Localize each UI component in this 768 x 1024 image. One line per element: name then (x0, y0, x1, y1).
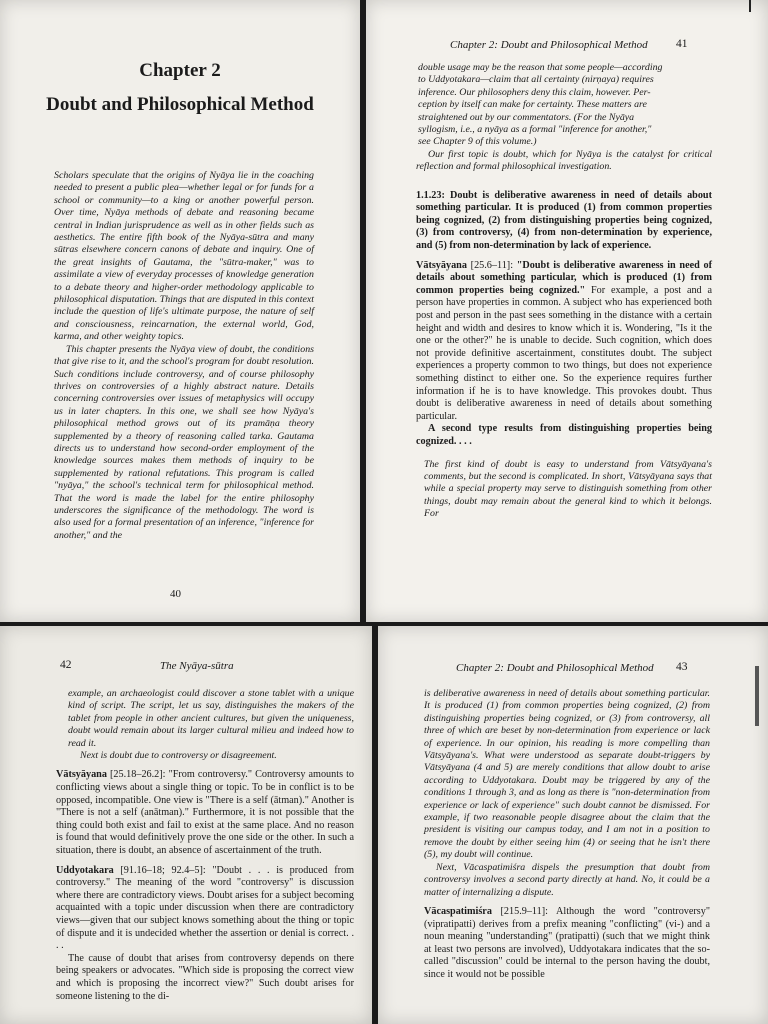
next-doubt-line: Next is doubt due to controversy or disagreement. (80, 750, 277, 762)
vatsyayana-controversy: Vātsyāyana [25.18–26.2]: "From controversy." Controversy amounts to conflicting views about a single thing or topic. To be in conflict is to be opposed, incompatible. One view is "There is a self (ātman)." Another is "There is not a self (anātman)." Furthermore, it is not possible that the thing could both exist and fail to exist at the same place. And no reason is found that would definitively prove the one side or the other. In such a situation, there is doubt, an absence of ascertainment of the truth. (56, 769, 355, 856)
page-42-text (56, 688, 354, 1003)
page-40-text (54, 170, 314, 542)
editor-commentary: The first kind of doubt is easy to understand from Vātsyāyana's comments, but the second is complicated. In short, Vātsyāyana says that while a special property may serve to distinguish something from other things, doubt may remain about the general kind to which it belongs. For (424, 458, 712, 520)
uddyotakara-reading: is deliberative awareness in need of details about something particular. It is produced (1) from common properties being cognized, (2) from distinguishing properties being cognized, or (3) from controversy, all three of which are beset by non-determination from experience or lack of experience. In our opinion, his reading is more compelling than Vātsyāyana's. What were understood as separate doubt-triggers by Vātsyāyana (4 and 5) are merely conditions that allow doubt to arise according to Uddyotakara. Doubt may be triggered by any of the conditions 1 through 3, and as long as there is "non-determination from experience or lack of experience" such doubt cannot be dismissed. For example, if two reasonable people disagree about the claim that the president is visiting our campus today, and I am not in a position to remove the doubt by either seeing him (4) or seeing that he isn't there (5), my doubt will continue. (424, 688, 710, 861)
page-41 (366, 0, 768, 622)
page-number: 40 (170, 588, 181, 600)
next-vacaspati-line: Next, Vācaspatimiśra dispels the presumption that doubt from controversy involves a second party directly at hand. No, it could be a matter of internalizing a dispute. (424, 861, 710, 898)
page-41-text (416, 62, 712, 521)
running-head: The Nyāya-sūtra (160, 660, 234, 672)
page-edge-mark (749, 0, 751, 12)
uddyotakara-controversy: Uddyotakara [91.16–18; 92.4–5]: "Doubt . . . is produced from controversy." The meaning of the word "controversy" is discussion where there are contradictory views. Doubt arises for a subject becoming acquainted with a topic under discussion when there are contradictory views—given that our subject knows something about the thing or topic of dispute and it is undecided whether the assertion or denial is correct. . . . (56, 864, 355, 952)
running-head: Chapter 2: Doubt and Philosophical Method (450, 39, 648, 51)
chapter-overview-paragraph: This chapter presents the Nyāya view of doubt, the conditions that give rise to it, and the school's program for doubt resolution. Such conditions include controversy, and of course philosophy thrives on controversies of a highly abstract nature. Details concerning controversies over issues of metaphysics will occupy us in later chapters. In this one, we shall see how Nyāya's philosophical method grows out of its pramāṇa theory supplemented by a theory of reasoning called tarka. Gautama directs us to understand how second-order employment of the knowledge sources makes them methods of inquiry to be supplemented by rational refutations. This program is called "nyāya," the school's technical term for philosophical method. That the word is made the label for the entire philosophy underscores the significance of the methodology. The word is also used for a formal presentation of an inference, "inference for another," and the (54, 343, 314, 541)
page-number: 41 (676, 38, 688, 50)
running-head: Chapter 2: Doubt and Philosophical Method (456, 662, 654, 674)
first-topic-line: Our first topic is doubt, which for Nyāya is the catalyst for critical reflection and formal philosophical investigation. (416, 148, 712, 173)
sutra-1-1-23: 1.1.23: Doubt is deliberative awareness in need of details about something particular. It is produced (1) from common properties being cognized, (2) from distinguishing properties being cognized, (3) from controversy, (4) from non-determination by experience, and (5) from non-determination by lack of experience. (416, 189, 712, 252)
page-40 (0, 0, 360, 622)
intro-paragraph: Scholars speculate that the origins of Nyāya lie in the coaching needed to present a public plea—whether legal or for funds for a school or community—to a king or another powerful person. Over time, Nyāya methods of debate and reasoning became central in Indian jurisprudence as well as in other fields such as aesthetics. The entire fifth book of the Nyāya-sūtra and many sūtras elsewhere concern canons of debate and inquiry. One of the great insights of Gautama, the "sūtra-maker," was to assimilate a view of everyday processes of knowledge generation to a debate theory and higher-order methodology applicable to philosophical disputation. Things that are disputed in this context include the question of life's ultimate purpose, the nature of self and consciousness, reincarnation, the external world, God, karma, and other weighty topics. (54, 170, 314, 343)
vacaspatimisra-commentary: Vācaspatimiśra [215.9–11]: Although the word "controversy" (vipratipatti) derives from a prefix meaning "conflicting" (vi-) and a noun meaning "understanding" (pratipatti) (such that we might think at least two persons are involved), Uddyotakara indicates that the so-called "discussion" could be internal to the person having the doubt, since it would not be possible (424, 905, 711, 980)
page-number: 42 (60, 659, 72, 671)
second-type-line: A second type results from distinguishing properties being cognized. . . . (416, 423, 712, 447)
chapter-title: Doubt and Philosophical Method (46, 94, 314, 115)
page-43 (378, 626, 768, 1024)
vatsyayana-commentary: Vātsyāyana [25.6–11]: "Doubt is deliberative awareness in need of details about something particular, which is produced (1) from common properties being cognized." For example, a post and a person have properties in common. A subject who has experienced both post and person in the past sees something in the distance with a certain height and width and desires to know which it is. Wondering, "Is it the one or the other?" he is unable to decide. Such cognition, which does not provide definitive ascertainment, constitutes doubt. The subject experiences a property common to two things, but does not experience something distinct to either one. So the experience requires further information if he is to have knowledge. This provokes doubt. Thus doubt is deliberative awareness in need of details about something particular. (416, 259, 713, 422)
page-43-text (424, 688, 710, 981)
page-edge-mark (755, 666, 759, 726)
page-42 (0, 626, 372, 1024)
intro-continuation: double usage may be the reason that some people—according to Uddyotakara—claim that all certainty (nirṇaya) requires inference. Our philosophers deny this claim, however. Per- ception by itself can make for certainty. These matters are straightened out by our commentators. (For the Nyāya syllogism, i.e., a nyāya as a formal "inference for another," see Chapter 9 of this volume.) (418, 62, 663, 148)
uddyotakara-continued: The cause of doubt that arises from controversy depends on there being speakers or advocates. "Which side is proposing the correct view and which is proposing the incorrect view?" Such doubt arises for someone listening to the di- (56, 952, 354, 1002)
archaeologist-example: example, an archaeologist could discover a stone tablet with a unique kind of script. The script, let us say, distinguishes the makers of the tablet from people in other ancient cultures, but given the uniqueness, doubt would remain about its larger cultural milieu and indeed how to read it. (68, 688, 354, 749)
chapter-number: Chapter 2 (139, 60, 221, 81)
page-number: 43 (676, 661, 688, 673)
